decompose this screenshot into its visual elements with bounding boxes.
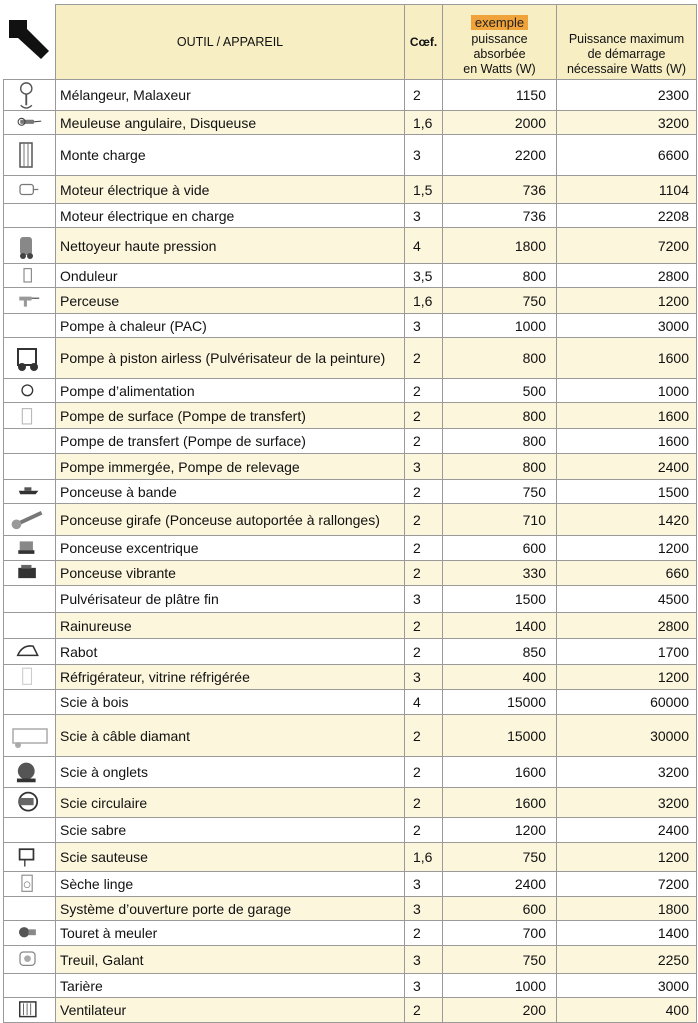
row-icon-cell (4, 897, 56, 921)
absorbed-power: 1600 (443, 757, 557, 788)
absorbed-power: 1600 (443, 788, 557, 818)
fridge-icon (4, 666, 55, 688)
coef-value: 3 (405, 454, 443, 480)
max-starting-power: 1600 (557, 403, 697, 429)
header-coef: Cœf. (405, 5, 443, 80)
max-starting-power: 6600 (557, 135, 697, 176)
row-icon-cell (4, 228, 56, 264)
coef-value: 2 (405, 338, 443, 379)
header-outil: OUTIL / APPAREIL (56, 5, 405, 80)
table-row (4, 504, 697, 536)
table-row (4, 403, 697, 429)
max-starting-power: 4500 (557, 586, 697, 613)
fan-icon (4, 999, 55, 1021)
absorbed-power: 1000 (443, 314, 557, 338)
tool-name: Pompe de surface (Pompe de transfert) (56, 403, 405, 429)
table-row (4, 843, 697, 872)
table-row (4, 454, 697, 480)
coef-value: 2 (405, 504, 443, 536)
max-starting-power: 2250 (557, 946, 697, 974)
absorbed-power: 750 (443, 288, 557, 314)
header-row (4, 5, 697, 80)
row-icon-cell (4, 80, 56, 111)
absorbed-power: 800 (443, 429, 557, 454)
tool-name: Scie sauteuse (56, 843, 405, 872)
coef-value: 3 (405, 897, 443, 921)
absorbed-power: 800 (443, 403, 557, 429)
row-icon-cell (4, 715, 56, 757)
exemple-tag: exemple (471, 15, 528, 30)
table-row (4, 946, 697, 974)
table-row (4, 818, 697, 843)
max-starting-power: 1200 (557, 665, 697, 690)
row-icon-cell (4, 403, 56, 429)
airless-pump-icon (4, 343, 55, 373)
tool-name: Touret à meuler (56, 921, 405, 946)
tool-name: Ponceuse à bande (56, 480, 405, 504)
absorbed-power: 15000 (443, 690, 557, 715)
row-icon-cell (4, 974, 56, 998)
absorbed-power: 15000 (443, 715, 557, 757)
max-starting-power: 1200 (557, 843, 697, 872)
tool-name: Pompe à chaleur (PAC) (56, 314, 405, 338)
planer-icon (4, 640, 55, 663)
max-starting-power: 1200 (557, 288, 697, 314)
absorbed-power: 1000 (443, 974, 557, 998)
row-icon-cell (4, 843, 56, 872)
header-absorbee (443, 5, 557, 80)
absorbed-power: 750 (443, 843, 557, 872)
max-starting-power: 7200 (557, 228, 697, 264)
row-icon-cell (4, 757, 56, 788)
power-table-sheet (3, 4, 696, 1023)
table-row (4, 314, 697, 338)
tool-name: Treuil, Galant (56, 946, 405, 974)
miter-saw-icon (4, 758, 55, 786)
coef-value: 2 (405, 921, 443, 946)
coef-value: 2 (405, 715, 443, 757)
coef-value: 3 (405, 204, 443, 228)
row-icon-cell (4, 504, 56, 536)
coef-value: 2 (405, 480, 443, 504)
table-row (4, 998, 697, 1023)
coef-value: 3 (405, 586, 443, 613)
max-starting-power: 3000 (557, 974, 697, 998)
table-row (4, 921, 697, 946)
coef-value: 2 (405, 80, 443, 111)
coef-value: 1,6 (405, 111, 443, 135)
coef-value: 2 (405, 403, 443, 429)
table-row (4, 264, 697, 288)
coef-value: 3 (405, 314, 443, 338)
header-maximum-line-2: de démarrage (587, 47, 666, 61)
row-icon-cell (4, 204, 56, 228)
tool-name: Scie à bois (56, 690, 405, 715)
ups-icon (4, 266, 55, 286)
table-row (4, 111, 697, 135)
table-row (4, 974, 697, 998)
absorbed-power: 1200 (443, 818, 557, 843)
max-starting-power: 2800 (557, 264, 697, 288)
row-icon-cell (4, 639, 56, 665)
max-starting-power: 1600 (557, 429, 697, 454)
hoist-icon (4, 140, 55, 170)
table-row (4, 757, 697, 788)
row-icon-cell (4, 690, 56, 715)
jigsaw-icon (4, 844, 55, 870)
max-starting-power: 2800 (557, 613, 697, 639)
row-icon-cell (4, 429, 56, 454)
max-starting-power: 1700 (557, 639, 697, 665)
tool-name: Pompe immergée, Pompe de relevage (56, 454, 405, 480)
coef-value: 2 (405, 613, 443, 639)
max-starting-power: 2400 (557, 818, 697, 843)
max-starting-power: 2400 (557, 454, 697, 480)
tool-name: Ponceuse girafe (Ponceuse autoportée à rallonges) (56, 504, 405, 536)
tool-name: Scie sabre (56, 818, 405, 843)
table-row (4, 176, 697, 204)
row-icon-cell (4, 314, 56, 338)
table-row (4, 665, 697, 690)
max-starting-power: 3200 (557, 788, 697, 818)
max-starting-power: 1500 (557, 480, 697, 504)
surface-pump-icon (4, 404, 55, 427)
absorbed-power: 1800 (443, 228, 557, 264)
max-starting-power: 1600 (557, 338, 697, 379)
wire-saw-icon (4, 721, 55, 751)
table-row (4, 536, 697, 561)
table-row (4, 715, 697, 757)
max-starting-power: 1200 (557, 536, 697, 561)
tool-name: Système d’ouverture porte de garage (56, 897, 405, 921)
coef-value: 3 (405, 665, 443, 690)
max-starting-power: 1000 (557, 379, 697, 403)
finishing-sander-icon (4, 562, 55, 584)
table-row (4, 586, 697, 613)
table-row (4, 288, 697, 314)
absorbed-power: 750 (443, 946, 557, 974)
row-icon-cell (4, 586, 56, 613)
absorbed-power: 330 (443, 561, 557, 586)
max-starting-power: 7200 (557, 872, 697, 897)
row-icon-cell (4, 264, 56, 288)
header-absorbee-line-1: puissance (471, 32, 528, 46)
coef-value: 2 (405, 429, 443, 454)
max-starting-power: 660 (557, 561, 697, 586)
tool-name: Pompe à piston airless (Pulvérisateur de la peinture) (56, 338, 405, 379)
bench-grinder-icon (4, 922, 55, 944)
absorbed-power: 200 (443, 998, 557, 1023)
coef-value: 1,6 (405, 288, 443, 314)
coef-value: 1,6 (405, 843, 443, 872)
table-row (4, 429, 697, 454)
max-starting-power: 60000 (557, 690, 697, 715)
tool-name: Nettoyeur haute pression (56, 228, 405, 264)
drill-icon (4, 289, 55, 312)
tool-name: Scie à onglets (56, 757, 405, 788)
tool-name: Ventilateur (56, 998, 405, 1023)
row-icon-cell (4, 338, 56, 379)
absorbed-power: 750 (443, 480, 557, 504)
coef-value: 2 (405, 536, 443, 561)
coef-value: 2 (405, 639, 443, 665)
max-starting-power: 1104 (557, 176, 697, 204)
row-icon-cell (4, 480, 56, 504)
coef-value: 2 (405, 379, 443, 403)
tool-name: Scie circulaire (56, 788, 405, 818)
table-row (4, 639, 697, 665)
table-row (4, 135, 697, 176)
absorbed-power: 736 (443, 176, 557, 204)
absorbed-power: 800 (443, 338, 557, 379)
absorbed-power: 400 (443, 665, 557, 690)
tool-name: Réfrigérateur, vitrine réfrigérée (56, 665, 405, 690)
max-starting-power: 400 (557, 998, 697, 1023)
absorbed-power: 850 (443, 639, 557, 665)
absorbed-power: 600 (443, 897, 557, 921)
absorbed-power: 1150 (443, 80, 557, 111)
tool-name: Meuleuse angulaire, Disqueuse (56, 111, 405, 135)
table-row (4, 872, 697, 897)
header-maximum (557, 5, 697, 80)
max-starting-power: 1400 (557, 921, 697, 946)
max-starting-power: 30000 (557, 715, 697, 757)
absorbed-power: 1500 (443, 586, 557, 613)
absorbed-power: 2200 (443, 135, 557, 176)
absorbed-power: 600 (443, 536, 557, 561)
table-row (4, 788, 697, 818)
tool-name: Scie à câble diamant (56, 715, 405, 757)
tool-name: Monte charge (56, 135, 405, 176)
coef-value: 3 (405, 872, 443, 897)
row-icon-cell (4, 665, 56, 690)
coef-value: 2 (405, 998, 443, 1023)
dryer-icon (4, 873, 55, 895)
winch-icon (4, 947, 55, 972)
coef-value: 2 (405, 818, 443, 843)
row-icon-cell (4, 454, 56, 480)
tool-name: Sèche linge (56, 872, 405, 897)
table-row (4, 561, 697, 586)
tool-name: Ponceuse vibrante (56, 561, 405, 586)
row-icon-cell (4, 872, 56, 897)
absorbed-power: 800 (443, 264, 557, 288)
row-icon-cell (4, 998, 56, 1023)
giraffe-sander-icon (4, 505, 55, 534)
table-row (4, 480, 697, 504)
tool-name: Moteur électrique en charge (56, 204, 405, 228)
tool-name: Moteur électrique à vide (56, 176, 405, 204)
table-row (4, 613, 697, 639)
row-icon-cell (4, 818, 56, 843)
row-icon-cell (4, 379, 56, 403)
tool-name: Perceuse (56, 288, 405, 314)
table-row (4, 80, 697, 111)
table-row (4, 690, 697, 715)
row-icon-cell (4, 536, 56, 561)
table-row (4, 897, 697, 921)
belt-sander-icon (4, 481, 55, 502)
tool-name: Pompe de transfert (Pompe de surface) (56, 429, 405, 454)
circular-saw-icon (4, 789, 55, 816)
row-icon-cell (4, 613, 56, 639)
header-absorbee-line-2: absorbée (473, 47, 526, 61)
pressure-washer-icon (4, 231, 55, 261)
tool-name: Pompe d’alimentation (56, 379, 405, 403)
absorbed-power: 500 (443, 379, 557, 403)
coef-value: 3 (405, 946, 443, 974)
tool-name: Ponceuse excentrique (56, 536, 405, 561)
coef-value: 2 (405, 561, 443, 586)
power-table (3, 4, 697, 1023)
absorbed-power: 700 (443, 921, 557, 946)
coef-value: 2 (405, 788, 443, 818)
absorbed-power: 736 (443, 204, 557, 228)
tool-name: Rabot (56, 639, 405, 665)
max-starting-power: 3200 (557, 111, 697, 135)
tool-name: Tarière (56, 974, 405, 998)
absorbed-power: 1400 (443, 613, 557, 639)
max-starting-power: 1800 (557, 897, 697, 921)
absorbed-power: 800 (443, 454, 557, 480)
max-starting-power: 1420 (557, 504, 697, 536)
header-absorbee-line-3: en Watts (W) (463, 62, 536, 76)
angle-grinder-icon (4, 112, 55, 133)
absorbed-power: 710 (443, 504, 557, 536)
row-icon-cell (4, 921, 56, 946)
max-starting-power: 2208 (557, 204, 697, 228)
header-maximum-line-1: Puissance maximum (568, 32, 685, 46)
coef-value: 1,5 (405, 176, 443, 204)
coef-value: 3 (405, 135, 443, 176)
table-row (4, 338, 697, 379)
electric-motor-icon (4, 177, 55, 202)
absorbed-power: 2400 (443, 872, 557, 897)
table-row (4, 379, 697, 403)
max-starting-power: 3200 (557, 757, 697, 788)
coef-value: 4 (405, 690, 443, 715)
max-starting-power: 2300 (557, 80, 697, 111)
coef-value: 4 (405, 228, 443, 264)
coef-value: 2 (405, 757, 443, 788)
coef-value: 3,5 (405, 264, 443, 288)
row-icon-cell (4, 561, 56, 586)
row-icon-cell (4, 946, 56, 974)
row-icon-cell (4, 111, 56, 135)
row-icon-cell (4, 176, 56, 204)
row-icon-cell (4, 288, 56, 314)
tool-name: Mélangeur, Malaxeur (56, 80, 405, 111)
row-icon-cell (4, 788, 56, 818)
corner-arrow-icon (4, 5, 56, 80)
feed-pump-icon (4, 381, 55, 401)
table-row (4, 204, 697, 228)
tool-name: Onduleur (56, 264, 405, 288)
tool-name: Pulvérisateur de plâtre fin (56, 586, 405, 613)
mixer-icon (4, 81, 55, 109)
max-starting-power: 3000 (557, 314, 697, 338)
table-row (4, 228, 697, 264)
row-icon-cell (4, 135, 56, 176)
tool-name: Rainureuse (56, 613, 405, 639)
absorbed-power: 2000 (443, 111, 557, 135)
orbital-sander-icon (4, 537, 55, 559)
coef-value: 3 (405, 974, 443, 998)
header-maximum-line-3: nécessaire Watts (W) (566, 62, 686, 76)
